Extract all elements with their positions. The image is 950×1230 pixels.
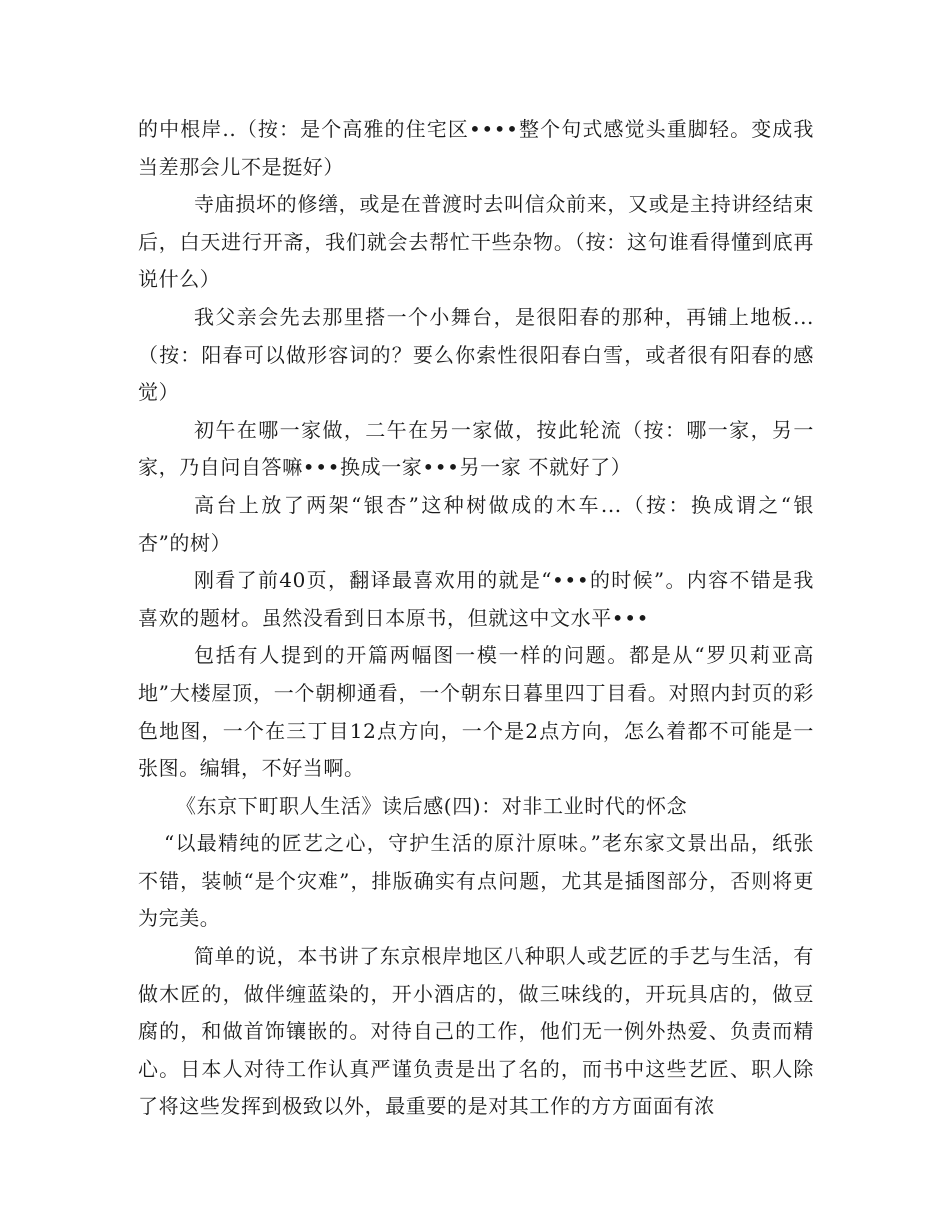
paragraph-5: 高台上放了两架“银杏”这种树做成的木车...（按：换成谓之“银杏”的树） <box>138 492 814 555</box>
paragraph-quote: “以最精纯的匠艺之心，守护生活的原汁原味。”老东家文景出品，纸张不错，装帧“是个灾难”，排版确实有点问题，尤其是插图部分，否则将更为完美。 <box>138 831 814 931</box>
section-heading: 《东京下町职人生活》读后感(四)：对非工业时代的怀念 <box>176 793 688 818</box>
paragraph-2: 寺庙损坏的修缮，或是在普渡时去叫信众前来，又或是主持讲经结束后，白天进行开斋，我们就会去帮忙干些杂物。（按：这句谁看得懂到底再说什么） <box>138 192 814 292</box>
paragraph-7: 包括有人提到的开篇两幅图一模一样的问题。都是从“罗贝莉亚高地”大楼屋顶，一个朝柳通看，一个朝东日暮里四丁目看。对照内封页的彩色地图，一个在三丁目12点方向，一个是2点方向，怎么着都不可能是一张图。编辑，不好当啊。 <box>138 643 814 781</box>
paragraph-4: 初午在哪一家做，二午在另一家做，按此轮流（按：哪一家，另一家，乃自问自答嘛•••换成一家•••另一家 不就好了） <box>138 417 814 480</box>
document-body <box>138 111 814 1126</box>
paragraph-1: 的中根岸..（按：是个高雅的住宅区••••整个句式感觉头重脚轻。变成我当差那会儿不是挺好） <box>138 117 814 179</box>
paragraph-6: 刚看了前40页，翻译最喜欢用的就是“•••的时候”。内容不错是我喜欢的题材。虽然没看到日本原书，但就这中文水平••• <box>138 568 814 630</box>
paragraph-3: 我父亲会先去那里搭一个小舞台，是很阳春的那种，再铺上地板...（按：阳春可以做形容词的？要么你索性很阳春白雪，或者很有阳春的感觉） <box>138 304 814 405</box>
paragraph-10: 简单的说，本书讲了东京根岸地区八种职人或艺匠的手艺与生活，有做木匠的，做伴缠蓝染的，开小酒店的，做三味线的，开玩具店的，做豆腐的，和做首饰镶嵌的。对待自己的工作，他们无一例外热爱、负责而精心。日本人对待工作认真严谨负责是出了名的，而书中这些艺匠、职人除了将这些发挥到极致以外，最重要的是对其工作的方方面面有浓 <box>138 944 814 1119</box>
